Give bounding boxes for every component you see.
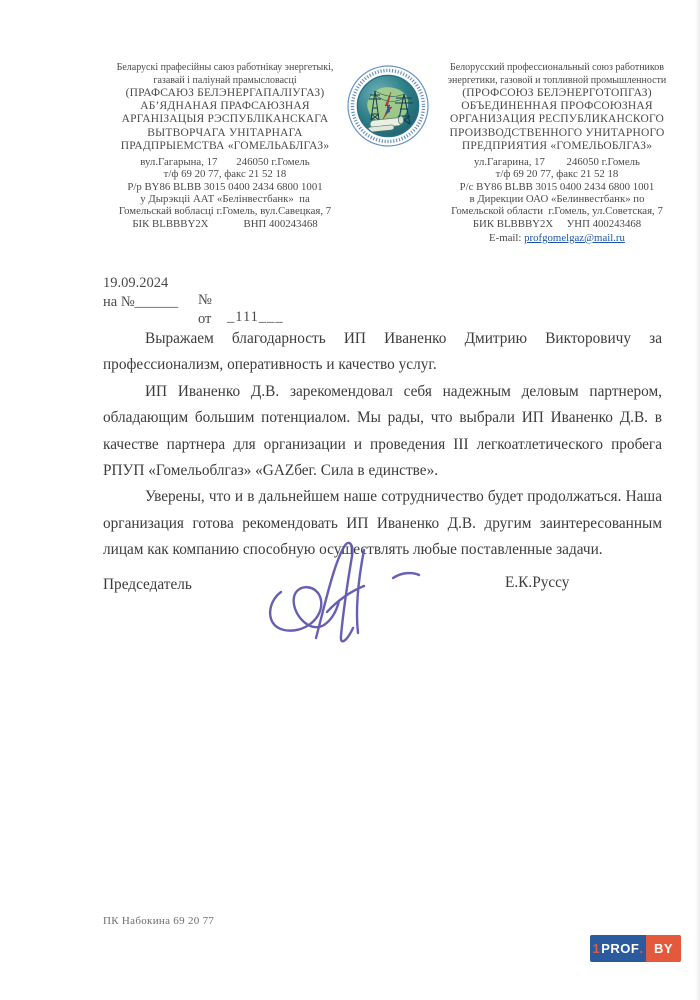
letterhead-line: БІК BLBBBY2X ВНП 400243468 bbox=[132, 217, 318, 230]
logo-by: BY bbox=[653, 941, 674, 956]
letterhead-belarusian bbox=[84, 62, 366, 230]
1prof-by-logo bbox=[590, 935, 681, 962]
letterhead-line: газавай і паліунай прамысловасці bbox=[153, 74, 297, 86]
1prof-logo-right bbox=[646, 935, 681, 962]
logo-one: 1 bbox=[592, 941, 601, 956]
letterhead-line: ОБЪЕДИНЕННАЯ ПРОФСОЮЗНАЯ bbox=[461, 100, 653, 113]
signer-name: Е.К.Руссу bbox=[505, 574, 570, 591]
letter-date: 19.09.2024 bbox=[103, 275, 169, 291]
1prof-logo-left bbox=[590, 935, 646, 962]
letterhead-line: АБ’ЯДНАНАЯ ПРАФСАЮЗНАЯ bbox=[140, 100, 310, 113]
letterhead-line: у Дырэкціі ААТ «Белінвестбанк» па bbox=[140, 192, 310, 205]
paragraph-gratitude: Выражаем благодарность ИП Иваненко Дмитрию Викторовичу за профессионализм, оперативность и качество услуг. bbox=[103, 330, 662, 374]
letter-number: _111___ bbox=[227, 309, 284, 325]
executor-note: ПК Набокина 69 20 77 bbox=[103, 915, 215, 927]
email-label: E-mail: bbox=[489, 231, 525, 244]
letterhead-line: в Дирекции ОАО «Белинвестбанк» по bbox=[469, 192, 645, 205]
letterhead-line: ПРЕДПРИЯТИЯ «ГОМЕЛЬОБЛГАЗ» bbox=[461, 139, 653, 152]
letterhead-line: ОРГАНИЗАЦИЯ РЕСПУБЛИКАНСКОГО bbox=[449, 113, 665, 126]
letterhead-line: БИК BLBBBY2X УНП 400243468 bbox=[472, 217, 642, 230]
letterhead-line: Р/с BY86 BLBB 3015 0400 2434 6800 1001 bbox=[459, 180, 655, 193]
paragraph-recommendation: ИП Иваненко Д.В. зарекомендовал себя надежным деловым партнером, обладающим большим потенциалом. Мы рады, что выбрали ИП Иваненко Д.В. в качестве партнера для организации и проведения III легкоатлетического пробега РПУП «Гомельоблгаз» «GAZбег. Сила в единстве». bbox=[103, 382, 662, 480]
letterhead-russian bbox=[418, 62, 696, 245]
letterhead-line: ул.Гагарина, 17 246050 г.Гомель bbox=[474, 156, 640, 169]
letterhead-line: (ПРОФСОЮЗ БЕЛЭНЕРГОТОПГАЗ) bbox=[462, 87, 652, 99]
letterhead-line: т/ф 69 20 77, факс 21 52 18 bbox=[495, 168, 619, 181]
letterhead-line: Беларускі прафесійны саюз работнікау энергетыкі, bbox=[116, 62, 334, 73]
letterhead-line: Белорусский профессиональный союз работников bbox=[450, 62, 664, 73]
number-sign: № bbox=[198, 292, 212, 308]
from-label: от bbox=[198, 311, 212, 327]
email-line bbox=[418, 231, 696, 245]
letterhead-line: АРГАНІЗАЦЫЯ РЭСПУБЛІКАНСКАГА bbox=[121, 113, 329, 126]
letterhead-line: ПРАДПРЫЕМСТВА «ГОМЕЛЬАБЛГАЗ» bbox=[120, 139, 330, 152]
paragraph-cooperation: Уверены, что и в дальнейшем наше сотрудничество будет продолжаться. Наша организация готова рекомендовать ИП Иваненко Д.В. другим заинтересованным лицам как компанию способную осуществлять любые поставленные задачи. bbox=[103, 488, 662, 559]
handwritten-signature bbox=[263, 540, 423, 658]
letterhead-line: (ПРАФСАЮЗ БЕЛЭНЕРГАПАЛІУГАЗ) bbox=[125, 87, 325, 99]
letterhead-line: вул.Гагарына, 17 246050 г.Гомель bbox=[140, 156, 310, 169]
reference-block bbox=[103, 258, 403, 327]
letter-body bbox=[103, 326, 662, 564]
letterhead-line: Гомельскай вобласці г.Гомель, вул.Савецкая, 7 bbox=[118, 205, 332, 218]
logo-dot: . bbox=[639, 941, 644, 956]
logo-prof: PROF bbox=[601, 941, 640, 956]
email-link: profgomelgaz@mail.ru bbox=[524, 231, 625, 244]
letterhead-line: Гомельской области г.Гомель, ул.Советская, 7 bbox=[451, 205, 663, 218]
signer-position: Председатель bbox=[103, 576, 192, 593]
letterhead-line: ВЫТВОРЧАГА УНІТАРНАГА bbox=[147, 126, 303, 139]
letterhead-line: т/ф 69 20 77, факс 21 52 18 bbox=[163, 168, 287, 181]
letterhead-line: Р/р BY86 BLBB 3015 0400 2434 6800 1001 bbox=[127, 180, 323, 193]
letterhead-line: энергетики, газовой и топливной промышленности bbox=[447, 74, 667, 86]
reply-to-label: на №______ bbox=[103, 294, 179, 310]
letterhead-line: ПРОИЗВОДСТВЕННОГО УНИТАРНОГО bbox=[449, 126, 665, 139]
